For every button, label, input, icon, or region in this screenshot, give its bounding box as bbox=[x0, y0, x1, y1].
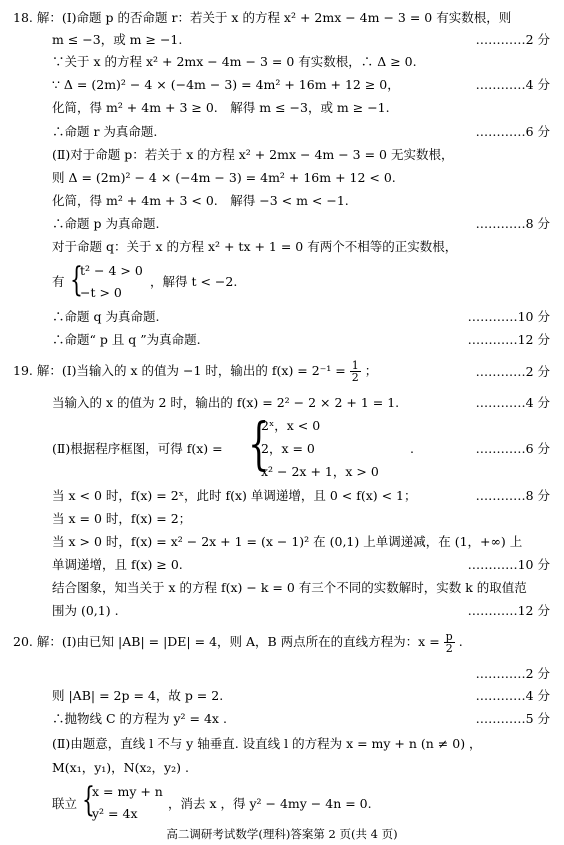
p18-line-1: 18. 解：(Ⅰ)命题 p 的否命题 r：若关于 x 的方程 x² + 2mx − 4m − 3 = 0 有实数根，则 bbox=[13, 10, 512, 25]
p18-score-6: …………6 分 bbox=[475, 124, 550, 139]
p19-case-1: 2ˣ，x < 0 bbox=[261, 418, 321, 433]
p19-piecewise-brace: { bbox=[248, 412, 270, 477]
p18-score-4: …………4 分 bbox=[475, 77, 550, 92]
p19-line-9: 围为 (0,1) . bbox=[52, 603, 119, 618]
p18-system-brace: { bbox=[70, 260, 83, 300]
p19-score-2: …………2 分 bbox=[475, 364, 550, 379]
p18-system-row-1: t² − 4 > 0 bbox=[80, 263, 143, 278]
p19-score-10: …………10 分 bbox=[467, 557, 550, 572]
p20-system-prefix: 联立 bbox=[52, 796, 78, 811]
p19-line-1: 19. 解：(Ⅰ)当输入的 x 的值为 −1 时，输出的 f(x) = 2⁻¹ = $\frac{1}{2}$ ； bbox=[13, 359, 378, 384]
p19-score-12: …………12 分 bbox=[467, 603, 550, 618]
p18-line-8: 则 Δ = (2m)² − 4 × (−4m − 3) = 4m² + 16m + 12 < 0. bbox=[52, 170, 396, 185]
p18-system-row-2: −t > 0 bbox=[80, 285, 122, 300]
p19-case-2: 2，x = 0 bbox=[261, 441, 315, 456]
p20-score-5: …………5 分 bbox=[475, 711, 550, 726]
p20-line-5: M(x₁，y₁)，N(x₂，y₂) . bbox=[52, 760, 189, 775]
p19-line-5: 当 x = 0 时，f(x) = 2； bbox=[52, 511, 192, 526]
p20-system-row-1: x = my + n bbox=[92, 784, 163, 799]
p20-score-4: …………4 分 bbox=[475, 688, 550, 703]
p19-score-4: …………4 分 bbox=[475, 395, 550, 410]
p18-line-4: ∵ Δ = (2m)² − 4 × (−4m − 3) = 4m² + 16m + 12 ≥ 0， bbox=[52, 77, 400, 92]
p19-piecewise-prefix: (Ⅱ)根据程序框图，可得 f(x) = bbox=[52, 441, 223, 456]
p18-line-6: ∴命题 r 为真命题. bbox=[52, 124, 158, 139]
p18-system-result: ，解得 t < −2. bbox=[150, 274, 238, 289]
p19-line-2: 当输入的 x 的值为 2 时，输出的 f(x) = 2² − 2 × 2 + 1 = 1. bbox=[52, 395, 400, 410]
p19-fraction: $\frac{1}{2}$ bbox=[351, 359, 359, 384]
p18-line-11: 对于命题 q：关于 x 的方程 x² + tx + 1 = 0 有两个不相等的正实数根， bbox=[52, 239, 458, 254]
p18-line-10: ∴命题 p 为真命题. bbox=[52, 216, 160, 231]
p20-fraction: $\frac{p}{2}$ bbox=[445, 630, 453, 655]
p18-score-10: …………10 分 bbox=[467, 309, 550, 324]
p20-system-brace: { bbox=[82, 780, 95, 820]
p19-line-7: 单调递增，且 f(x) ≥ 0. bbox=[52, 557, 183, 572]
p20-line-3: ∴抛物线 C 的方程为 y² = 4x . bbox=[52, 711, 227, 726]
p19-line-4: 当 x < 0 时，f(x) = 2ˣ，此时 f(x) 单调递增，且 0 < f(x) < 1； bbox=[52, 488, 417, 503]
p18-line-3: ∵关于 x 的方程 x² + 2mx − 4m − 3 = 0 有实数根，∴ Δ ≥ 0. bbox=[52, 54, 417, 69]
p20-system-result: ，消去 x ，得 y² − 4my − 4n = 0. bbox=[168, 796, 372, 811]
p20-line-4: (Ⅱ)由题意，直线 l 不与 y 轴垂直. 设直线 l 的方程为 x = my + n (n ≠ 0) ， bbox=[52, 736, 482, 751]
p20-line-2: 则 |AB| = 2p = 4，故 p = 2. bbox=[52, 688, 224, 703]
p20-line-1: 20. 解：(Ⅰ)由已知 |AB| = |DE| = 4，则 A，B 两点所在的直线方程为：x = $\frac{p}{2}$ . bbox=[13, 630, 463, 655]
p20-score-2: …………2 分 bbox=[475, 666, 550, 681]
p19-score-8: …………8 分 bbox=[475, 488, 550, 503]
p18-line-14: ∴命题“ p 且 q ”为真命题. bbox=[52, 332, 201, 347]
p18-line-7: (Ⅱ)对于命题 p：若关于 x 的方程 x² + 2mx − 4m − 3 = 0 无实数根， bbox=[52, 147, 454, 162]
p19-score-6: …………6 分 bbox=[475, 441, 550, 456]
p18-line-2: m ≤ −3，或 m ≥ −1. bbox=[52, 32, 183, 47]
p18-score-2: …………2 分 bbox=[475, 32, 550, 47]
p19-line-6: 当 x > 0 时，f(x) = x² − 2x + 1 = (x − 1)² 在 (0,1) 上单调递减，在 (1，+∞) 上 bbox=[52, 534, 523, 549]
p20-system-row-2: y² = 4x bbox=[92, 806, 138, 821]
p19-case-3: x² − 2x + 1，x > 0 bbox=[261, 464, 379, 479]
p18-line-5: 化简，得 m² + 4m + 3 ≥ 0. 解得 m ≤ −3，或 m ≥ −1. bbox=[52, 100, 390, 115]
p18-score-8: …………8 分 bbox=[475, 216, 550, 231]
p19-line-8: 结合图象，知当关于 x 的方程 f(x) − k = 0 有三个不同的实数解时，实数 k 的取值范 bbox=[52, 580, 527, 595]
p18-line-13: ∴命题 q 为真命题. bbox=[52, 309, 160, 324]
p18-line-9: 化简，得 m² + 4m + 3 < 0. 解得 −3 < m < −1. bbox=[52, 193, 349, 208]
page-footer: 高二调研考试数学(理科)答案第 2 页(共 4 页) bbox=[166, 827, 398, 841]
p18-score-12: …………12 分 bbox=[467, 332, 550, 347]
p18-system-prefix: 有 bbox=[52, 274, 65, 289]
p19-piecewise-end: . bbox=[410, 441, 414, 456]
